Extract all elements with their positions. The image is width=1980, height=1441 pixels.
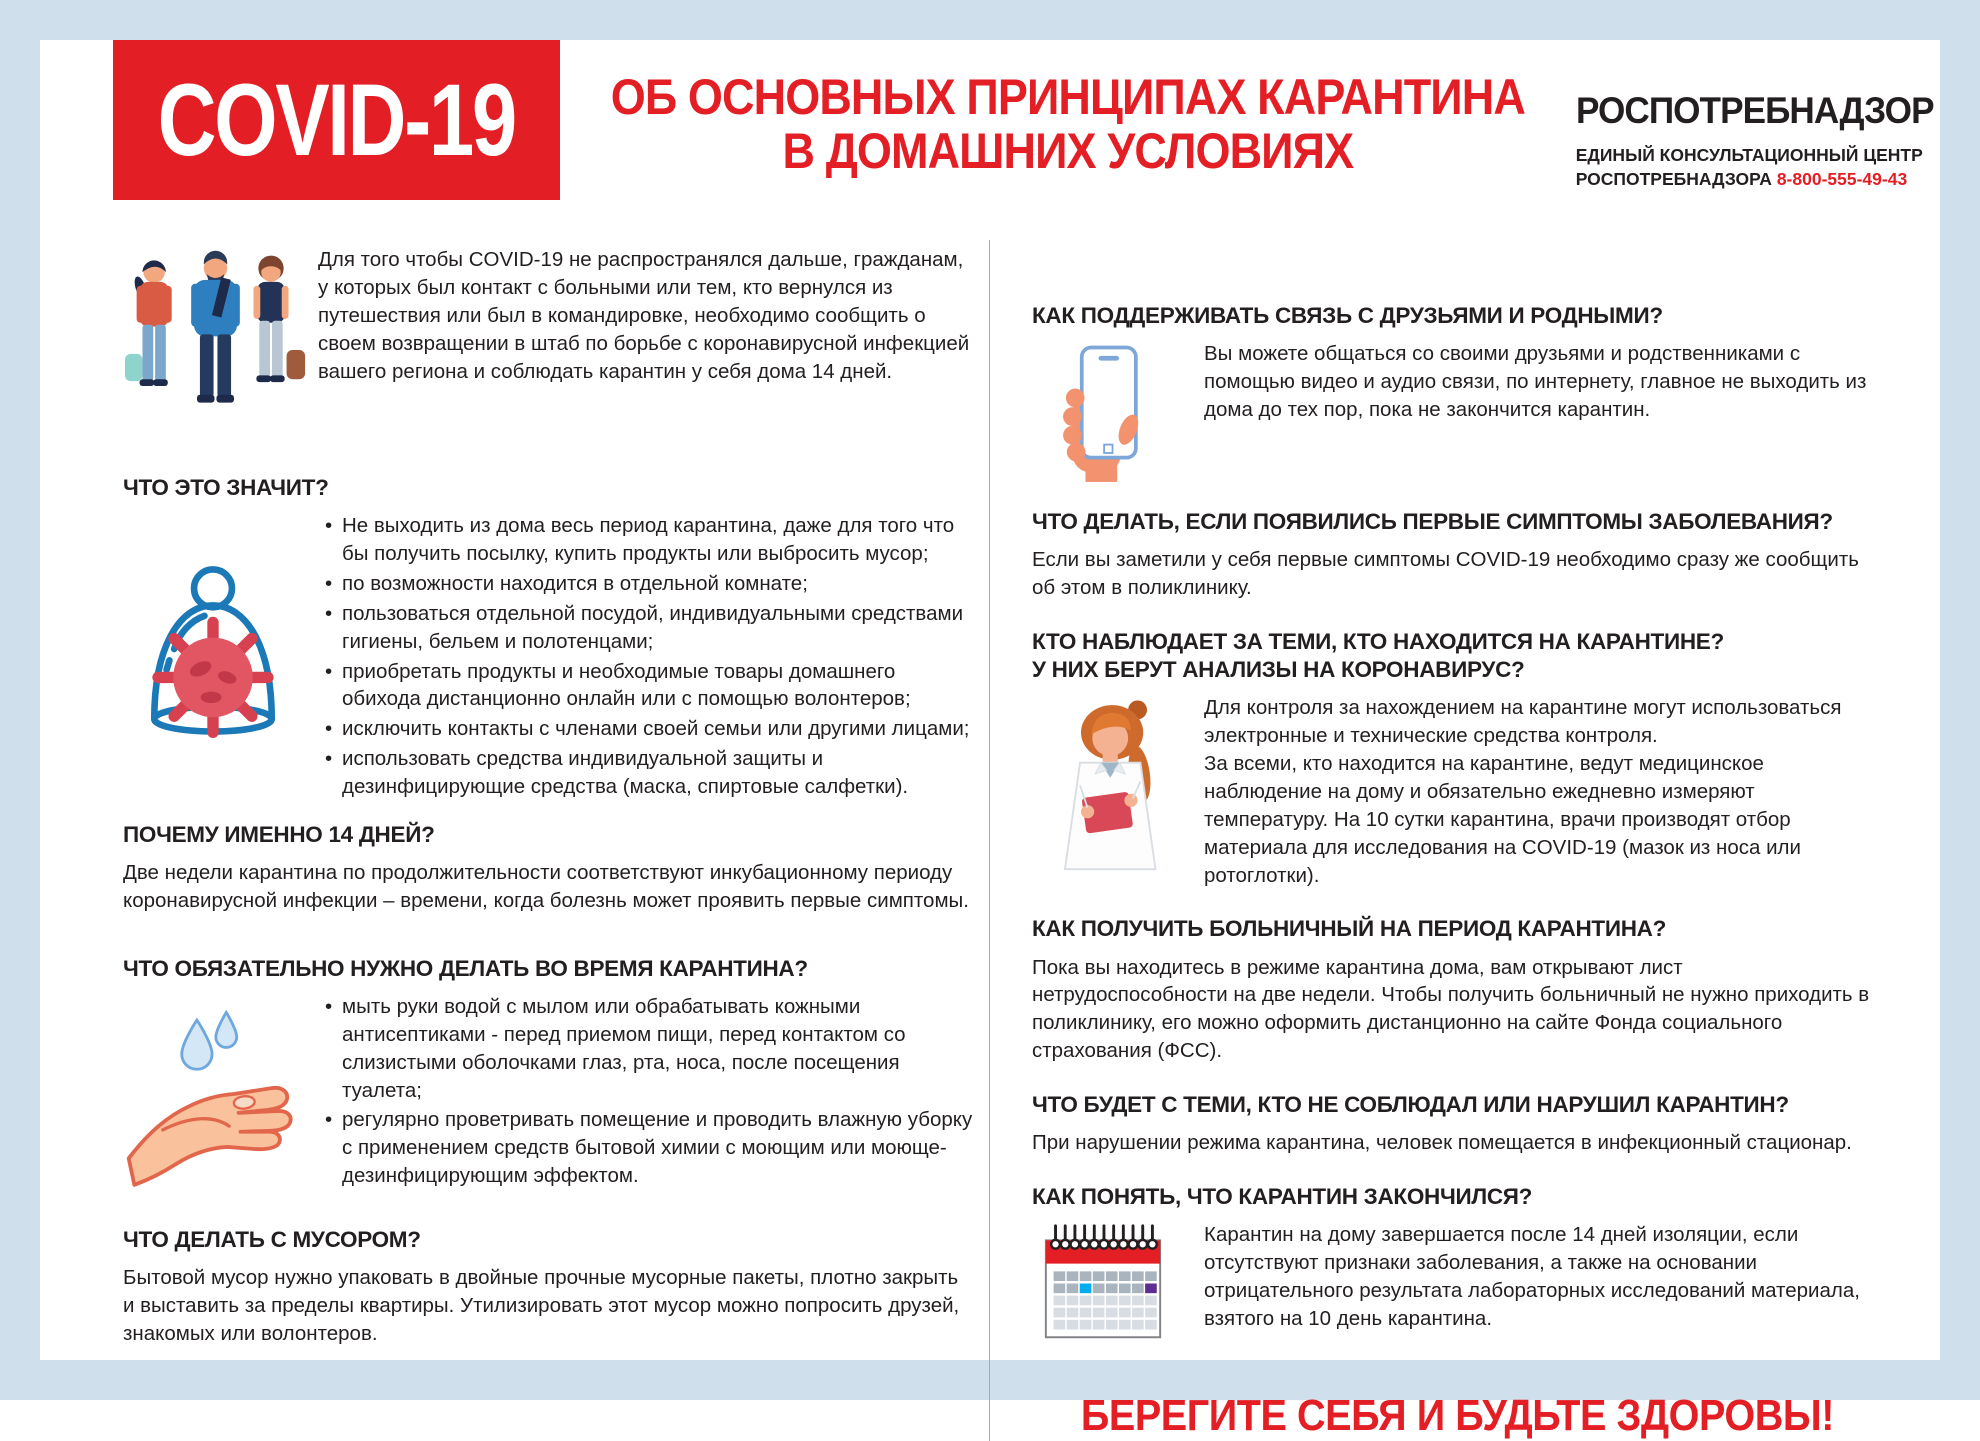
section-heading-sick-leave: КАК ПОЛУЧИТЬ БОЛЬНИЧНЫЙ НА ПЕРИОД КАРАНТИНА? — [1032, 916, 1667, 942]
bullet-item: • приобретать продукты и необходимые товары домашнего обихода дистанционно онлайн или с помощью волонтеров; — [318, 658, 975, 714]
poster-page — [40, 40, 1940, 1441]
doctor-illustration — [1048, 694, 1180, 870]
hand-with-drops-illustration — [123, 1006, 303, 1178]
people-group-illustration — [123, 246, 308, 418]
symptoms-text: Если вы заметили у себя первые симптомы COVID-19 необходимо сразу же сообщить об этом в поликлинику. — [1032, 548, 1859, 600]
org-block — [1576, 40, 1946, 191]
header — [40, 40, 1940, 200]
must-do-illustration-cell — [123, 1006, 318, 1178]
intro-block — [123, 246, 975, 418]
org-subtitle-line2: РОСПОТРЕБНАДЗОРА — [1575, 168, 1772, 189]
keep-in-touch-block — [1032, 340, 1882, 482]
monitoring-text-1: Для контроля за нахождением на карантине могут использоваться электронные и технические средства контроля. — [1204, 696, 1842, 748]
covid19-badge — [113, 40, 560, 200]
must-do-block — [123, 993, 975, 1192]
section-heading-symptoms: ЧТО ДЕЛАТЬ, ЕСЛИ ПОЯВИЛИСЬ ПЕРВЫЕ СИМПТОМЫ ЗАБОЛЕВАНИЯ? — [1032, 509, 1833, 535]
monitoring-illustration-cell — [1032, 694, 1204, 870]
poster-title-line2: В ДОМАШНИХ УСЛОВИЯХ — [782, 123, 1354, 179]
bullet-item: • регулярно проветривать помещение и проводить влажную уборку с применением средств бытовой химии с моющим или моюще-дезинфицирующим эффектом. — [318, 1106, 975, 1190]
what-it-means-block — [123, 512, 975, 803]
footer-slogan-text: БЕРЕГИТЕ СЕБЯ И БУДЬТЕ ЗДОРОВЫ! — [1080, 1391, 1834, 1441]
virus-under-dome-illustration — [123, 552, 303, 764]
poster-title — [560, 40, 1576, 178]
left-column — [123, 240, 975, 1441]
bullet-item: • пользоваться отдельной посудой, индивидуальными средствами гигиены, бельем и полотенцами; — [318, 600, 975, 656]
section-heading-what-it-means: ЧТО ЭТО ЗНАЧИТ? — [123, 475, 329, 500]
intro-illustration-cell — [123, 246, 318, 418]
bullet-item: • исключить контакты с членами своей семьи или другими лицами; — [318, 715, 975, 743]
violation-text: При нарушении режима карантина, человек помещается в инфекционный стационар. — [1032, 1131, 1852, 1155]
quarantine-end-text: Карантин на дому завершается после 14 дней изоляции, если отсутствуют признаки заболевания, а также на основании отрицательного результата лабораторных исследований материала, взятого на 10 день карантина. — [1204, 1223, 1860, 1330]
sick-leave-text: Пока вы находитесь в режиме карантина дома, вам открывают лист нетрудоспособности на две недели. Чтобы получить больничный не нужно приходить в поликлинику, его можно оформить дистанционно на сайте Фонда социального страхования (ФСС). — [1032, 955, 1870, 1063]
what-it-means-list — [318, 512, 975, 803]
monitoring-heading-line1: КТО НАБЛЮДАЕТ ЗА ТЕМИ, КТО НАХОДИТСЯ НА КАРАНТИНЕ? — [1032, 629, 1724, 654]
what-it-means-illustration-cell — [123, 552, 318, 764]
quarantine-end-illustration-cell — [1032, 1221, 1204, 1345]
monitoring-heading-line2: У НИХ БЕРУТ АНАЛИЗЫ НА КОРОНАВИРУС? — [1032, 657, 1525, 683]
right-column — [989, 240, 1882, 1441]
trash-text: Бытовой мусор нужно упаковать в двойные прочные мусорные пакеты, плотно закрыть и выставить за пределы квартиры. Утилизировать этот мусор можно попросить друзей, знакомых или волонтеров. — [123, 1266, 960, 1345]
bullet-item: • Не выходить из дома весь период карантина, даже для того что бы получить посылку, купить продукты или выбросить мусор; — [318, 512, 975, 568]
monitoring-texts — [1204, 694, 1882, 889]
must-do-list — [318, 993, 975, 1192]
bullet-item: • использовать средства индивидуальной защиты и дезинфицирующие средства (маска, спиртовые салфетки). — [318, 745, 975, 801]
keep-in-touch-illustration-cell — [1032, 340, 1204, 482]
section-heading-trash: ЧТО ДЕЛАТЬ С МУСОРОМ? — [123, 1227, 421, 1252]
org-name: РОСПОТРЕБНАДЗОР — [1575, 90, 1934, 131]
section-heading-quarantine-end: КАК ПОНЯТЬ, ЧТО КАРАНТИН ЗАКОНЧИЛСЯ? — [1032, 1184, 1533, 1209]
poster-title-line1: ОБ ОСНОВНЫХ ПРИНЦИПАХ КАРАНТИНА — [610, 69, 1525, 125]
content-columns — [40, 240, 1940, 1441]
bullet-item: • по возможности находится в отдельной комнате; — [318, 570, 975, 598]
quarantine-end-block — [1032, 1221, 1882, 1345]
monitoring-text-2: За всеми, кто находится на карантине, ведут медицинское наблюдение на дому и обязательно ежедневно измеряют температуру. На 10 сутки карантина, врачи производят отбор материала для исследования на COVID-19 (мазок из носа или ротоглотки). — [1204, 752, 1801, 887]
org-phone-number: 8-800-555-49-43 — [1776, 168, 1908, 189]
intro-text: Для того чтобы COVID-19 не распространялся дальше, гражданам, у которых был контакт с больными или тем, кто вернулся из путешествия или был в командировке, необходимо сообщить о своем возвращении в штаб по борьбе с коронавирусной инфекцией вашего региона и соблюдать карантин у себя дома 14 дней. — [318, 248, 970, 383]
hand-holding-phone-illustration — [1050, 340, 1162, 482]
why-14-days-text: Две недели карантина по продолжительности соответствуют инкубационному периоду коронавирусной инфекции – времени, когда болезнь может проявить первые симптомы. — [123, 861, 969, 912]
section-heading-keep-in-touch: КАК ПОДДЕРЖИВАТЬ СВЯЗЬ С ДРУЗЬЯМИ И РОДНЫМИ? — [1032, 303, 1663, 328]
section-heading-why-14-days: ПОЧЕМУ ИМЕННО 14 ДНЕЙ? — [123, 821, 435, 847]
section-heading-must-do: ЧТО ОБЯЗАТЕЛЬНО НУЖНО ДЕЛАТЬ ВО ВРЕМЯ КАРАНТИНА? — [123, 955, 808, 981]
footer-slogan — [1032, 1391, 1882, 1441]
bullet-item: • мыть руки водой с мылом или обрабатывать кожными антисептиками - перед приемом пищи, перед контактом со слизистыми оболочками глаз, рта, носа, после посещения туалета; — [318, 993, 975, 1105]
covid19-badge-label: COVID-19 — [157, 62, 516, 177]
org-subtitle — [1576, 144, 1946, 191]
keep-in-touch-text: Вы можете общаться со своими друзьями и родственниками с помощью видео и аудио связи, по интернету, главное не выходить из дома до тех пор, пока не закончится карантин. — [1204, 342, 1867, 421]
section-heading-monitoring — [1032, 628, 1882, 684]
monitoring-block — [1032, 694, 1882, 889]
calendar-illustration — [1040, 1221, 1166, 1345]
org-subtitle-line1: ЕДИНЫЙ КОНСУЛЬТАЦИОННЫЙ ЦЕНТР — [1575, 145, 1923, 165]
section-heading-violation: ЧТО БУДЕТ С ТЕМИ, КТО НЕ СОБЛЮДАЛ ИЛИ НАРУШИЛ КАРАНТИН? — [1032, 1092, 1789, 1117]
